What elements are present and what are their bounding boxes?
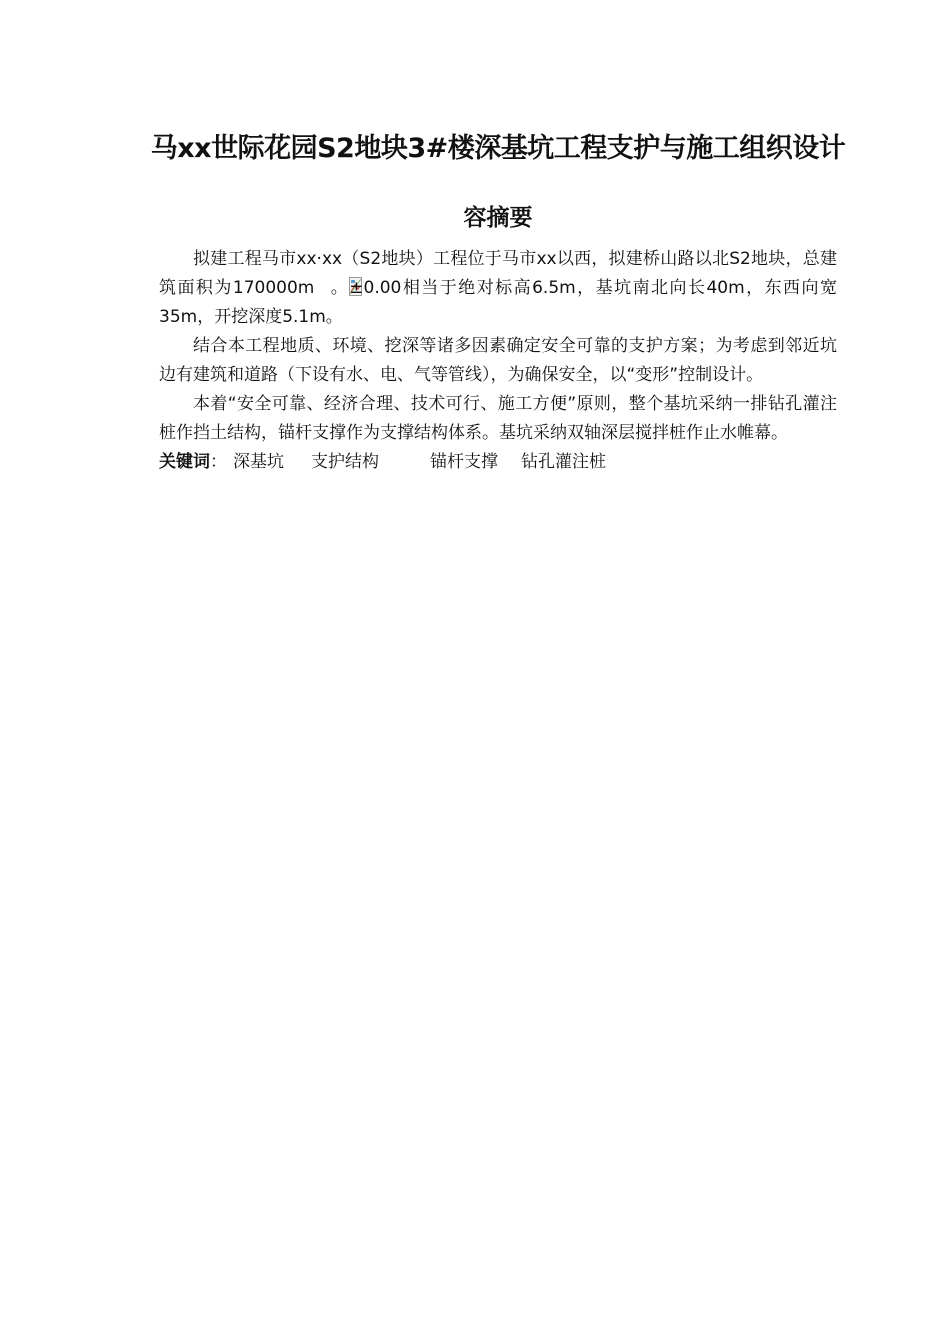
abstract-paragraph-3: 本着“安全可靠、经济合理、技术可行、施工方便”原则，整个基坑采纳一排钻孔灌注桩作挡土结构，锚杆支撑作为支撑结构体系。基坑采纳双轴深层搅拌桩作止水帷幕。 [159, 394, 837, 443]
keywords-line [159, 448, 837, 477]
keyword-item: 深基坑 [233, 452, 284, 472]
keyword-item: 支护结构 [311, 452, 379, 472]
abstract-paragraph-1 [159, 245, 837, 332]
abstract-paragraph-2: 结合本工程地质、环境、挖深等诸多因素确定安全可靠的支护方案；为考虑到邻近坑边有建筑和道路（下设有水、电、气等管线），为确保安全，以“变形”控制设计。 [159, 336, 837, 385]
document-title: 马xx世际花园S2地块3#楼深基坑工程支护与施工组织设计 [150, 133, 846, 164]
abstract-heading: 容摘要 [463, 205, 533, 231]
paragraph-1-text-end: 。±0.00相当于绝对标高6.5m，基坑南北向长40m，东西向宽35m，开挖深度5.1m。 [159, 278, 837, 327]
keyword-item: 锚杆支撑 [430, 452, 498, 472]
keywords-label: 关键词 [159, 452, 210, 472]
paragraph-1-text-start: 拟建工程马市xx·xx（S2地块）工程位于马市xx以西，拟建桥山路以北S2地块，总建筑面积为170000m [159, 249, 837, 298]
keyword-item: 钻孔灌注桩 [521, 452, 606, 472]
keywords-separator: ： [210, 452, 227, 472]
abstract-body [159, 245, 837, 477]
broken-image-icon [315, 277, 328, 296]
